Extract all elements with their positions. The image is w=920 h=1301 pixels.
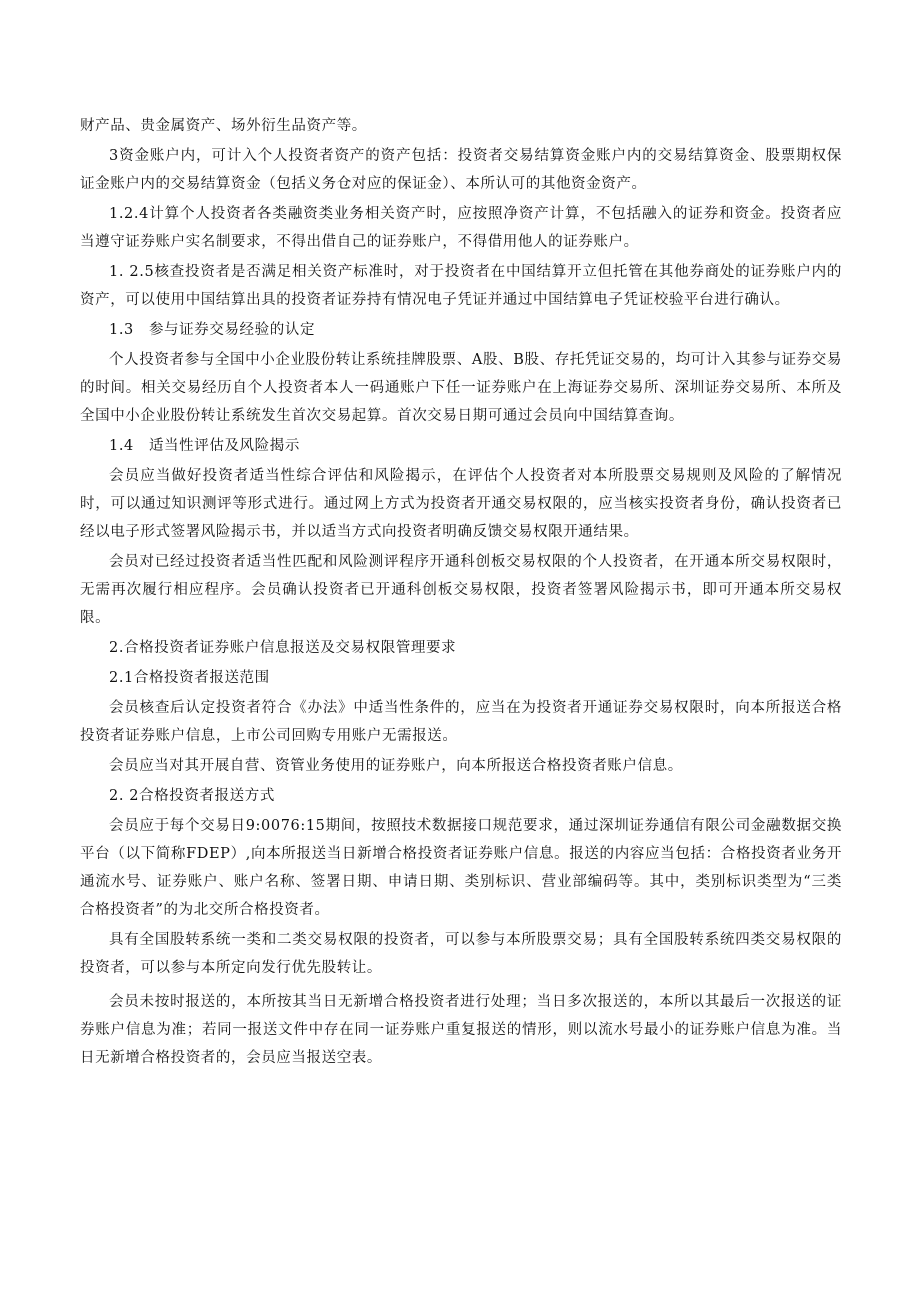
paragraph-suitability-assessment: 会员应当做好投资者适当性综合评估和风险揭示，在评估个人投资者对本所股票交易规则及风险的了解情况时，可以通过知识测评等形式进行。通过网上方式为投资者开通交易权限的，应当核实投资者身份，确认投资者已经以电子形式签署风险揭示书，并以适当方式向投资者明确反馈交易权限开通结果。 bbox=[80, 468, 842, 540]
document-body bbox=[80, 112, 842, 1072]
paragraph-fund-account-assets: 3资金账户内，可计入个人投资者资产的资产包括：投资者交易结算资金账户内的交易结算资金、股票期权保证金账户内的交易结算资金（包括义务仓对应的保证金）、本所认可的其他资金资产。 bbox=[80, 148, 842, 192]
paragraph-late-reporting: 会员未按时报送的，本所按其当日无新增合格投资者进行处理；当日多次报送的，本所以其最后一次报送的证券账户信息为准；若同一报送文件中存在同一证券账户重复报送的情形，则以流水号最小的证券账户信息为准。当日无新增合格投资者的，会员应当报送空表。 bbox=[80, 994, 842, 1066]
heading-1-3: 1.3 参与证券交易经验的认定 bbox=[109, 322, 316, 338]
paragraph-neeq-permissions: 具有全国股转系统一类和二类交易权限的投资者，可以参与本所股票交易；具有全国股转系统四类交易权限的投资者，可以参与本所定向发行优先股转让。 bbox=[80, 932, 842, 976]
paragraph-star-market-investors: 会员对已经过投资者适当性匹配和风险测评程序开通科创板交易权限的个人投资者，在开通本所交易权限时，无需再次履行相应程序。会员确认投资者已开通科创板交易权限，投资者签署风险揭示书，即可开通本所交易权限。 bbox=[80, 554, 842, 626]
paragraph-1-2-4: 1.2.4计算个人投资者各类融资类业务相关资产时，应按照净资产计算，不包括融入的证券和资金。投资者应当遵守证券账户实名制要求，不得出借自己的证券账户，不得借用他人的证券账户。 bbox=[80, 206, 842, 250]
paragraph-reporting-method: 会员应于每个交易日9:0076:15期间，按照技术数据接口规范要求，通过深圳证券通信有限公司金融数据交换平台（以下简称FDEP）,向本所报送当日新增合格投资者证券账户信息。报送的内容应当包括：合格投资者业务开通流水号、证券账户、账户名称、签署日期、申请日期、类别标识、营业部编码等。其中，类别标识类型为“三类合格投资者”的为北交所合格投资者。 bbox=[80, 818, 842, 918]
heading-2-1: 2.1合格投资者报送范围 bbox=[109, 670, 270, 686]
heading-1-4: 1.4 适当性评估及风险揭示 bbox=[109, 438, 300, 454]
paragraph-proprietary-accounts: 会员应当对其开展自营、资管业务使用的证券账户，向本所报送合格投资者账户信息。 bbox=[109, 758, 683, 774]
heading-2: 2.合格投资者证券账户信息报送及交易权限管理要求 bbox=[109, 640, 457, 656]
heading-2-2: 2. 2合格投资者报送方式 bbox=[109, 788, 275, 804]
paragraph-continued: 财产品、贵金属资产、场外衍生品资产等。 bbox=[80, 118, 367, 134]
paragraph-reporting-scope: 会员核查后认定投资者符合《办法》中适当性条件的，应当在为投资者开通证券交易权限时，向本所报送合格投资者证券账户信息，上市公司回购专用账户无需报送。 bbox=[80, 700, 842, 744]
paragraph-1-2-5: 1. 2.5核查投资者是否满足相关资产标准时，对于投资者在中国结算开立但托管在其他券商处的证券账户内的资产，可以使用中国结算出具的投资者证券持有情况电子凭证并通过中国结算电子凭证校验平台进行确认。 bbox=[80, 264, 842, 308]
paragraph-trading-experience: 个人投资者参与全国中小企业股份转让系统挂牌股票、A股、B股、存托凭证交易的，均可计入其参与证券交易的时间。相关交易经历自个人投资者本人一码通账户下任一证券账户在上海证券交易所、深圳证券交易所、本所及全国中小企业股份转让系统发生首次交易起算。首次交易日期可通过会员向中国结算查询。 bbox=[80, 352, 842, 424]
